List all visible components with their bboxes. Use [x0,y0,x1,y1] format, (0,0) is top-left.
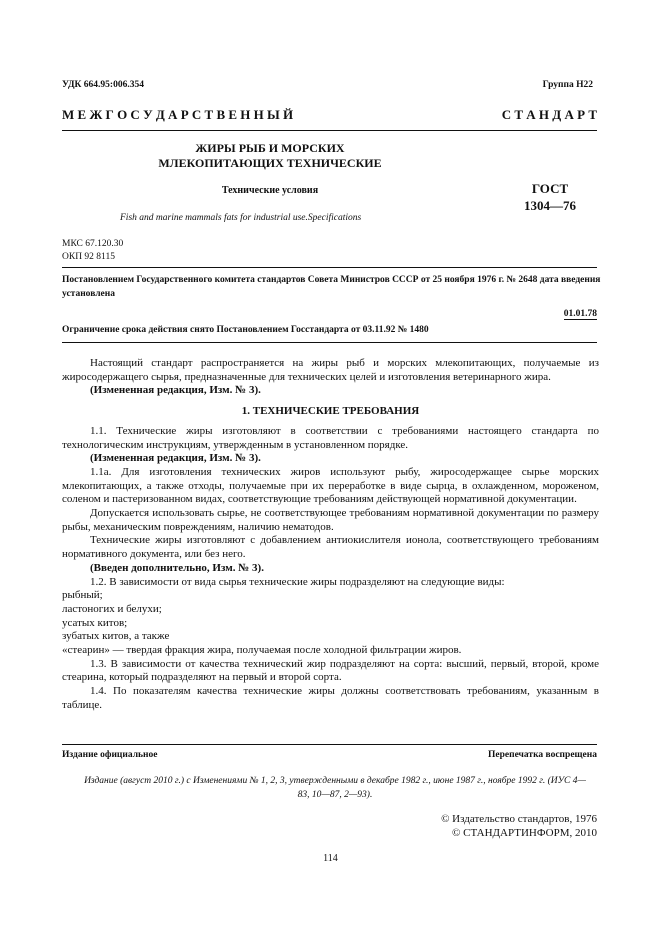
classification-codes [62,238,123,264]
clause-1-4: 1.4. По показателям качества технические жиры должны соответствовать требованиям, указанным в таблице. [62,685,599,711]
english-title: Fish and marine mammals fats for industrial use.Specifications [120,213,362,223]
list-item: усатых китов; [62,616,128,629]
list-item: рыбный; [62,589,103,602]
document-body [62,357,599,713]
amendment-note: (Измененная редакция, Изм. № 3). [90,384,261,397]
intro-paragraph: Настоящий стандарт распространяется на жиры рыб и морских млекопитающих, получаемые из жиросодержащего сырья, предназначенные для технических целей и изготовления ветеринарного жира. [62,357,599,383]
gost-number: 1304—76 [524,198,576,213]
banner-word-interstate: М Е Ж Г О С У Д А Р С Т В Е Н Н Ы Й [62,107,294,122]
title-line-2: МЛЕКОПИТАЮЩИХ ТЕХНИЧЕСКИЕ [158,156,382,170]
group-code: Группа Н22 [542,80,593,90]
list-item: зубатых китов, а также [62,630,170,643]
divider-decree [62,342,597,343]
clause-1-1a: 1.1а. Для изготовления технических жиров используют рыбу, жиросодержащее сырье морских млекопитающих, а также отходы, получаемые при их переработке в виде сырца, в охлажденном, мороженом, соленом и пастеризованном видах, соответствующие требованиям действующей нормативной документации. [62,465,599,506]
banner-word-standard: С Т А Н Д А Р Т [501,107,597,122]
clause-1-2: 1.2. В зависимости от вида сырья технические жиры подразделяют на следующие виды: [90,575,505,588]
divider-classification [62,267,597,268]
amendment-note: (Измененная редакция, Изм. № 3). [90,452,261,465]
gost-label: ГОСТ [531,181,569,196]
section-heading: 1. ТЕХНИЧЕСКИЕ ТРЕБОВАНИЯ [241,405,420,418]
paragraph-allowed-raw: Допускается использовать сырье, не соответствующее требованиям нормативной документации по размеру рыбы, механическим повреждениям, наличию нематодов. [62,507,599,533]
document-subtitle: Технические условия [221,185,319,196]
edition-note: Издание (август 2010 г.) с Изменениями № 1, 2, 3, утвержденными в декабре 1982 г., июне 1987 г., ноябре 1992 г. (ИУС 4—83, 10—87, 2—93). [84,776,586,800]
okp-code: ОКП 92 8115 [62,252,115,262]
document-title [150,141,390,171]
divider-footer [62,744,597,745]
copyright-line-2: © СТАНДАРТИНФОРМ, 2010 [452,827,597,839]
standard-banner [62,107,597,123]
divider-top [62,130,597,131]
reprint-notice: Перепечатка воспрещена [487,750,597,760]
udk-code: УДК 664.95:006.354 [62,80,144,90]
clause-1-3: 1.3. В зависимости от качества технический жир подразделяют на сорта: высший, первый, второй, кроме стеарина, который подразделяют на первый и второй сорта. [62,657,599,684]
introduction-date: 01.01.78 [563,309,597,319]
clause-1-1: 1.1. Технические жиры изготовляют в соответствии с требованиями настоящего стандарта по технологическим инструкциям, утвержденным в установленном порядке. [62,424,599,451]
mks-code: МКС 67.120.30 [62,239,124,249]
restriction-note: Ограничение срока действия снято Постановлением Госстандарта от 03.11.92 № 1480 [62,325,429,335]
gost-number-block [500,180,600,214]
official-edition: Издание официальное [62,750,158,760]
amendment-note: (Введен дополнительно, Изм. № 3). [90,561,264,574]
paragraph-ionol: Технические жиры изготовляют с добавлением антиокислителя ионола, соответствующего требованиям нормативного документа, или без него. [62,534,599,561]
list-item: ластоногих и белухи; [62,602,162,615]
copyright-line-1: © Издательство стандартов, 1976 [441,813,597,825]
paragraph-stearin: «стеарин» — твердая фракция жира, получаемая после холодной фильтрации жиров. [62,644,462,657]
copyright-block [441,812,597,840]
page-number: 114 [323,853,338,864]
decree-text: Постановлением Государственного комитета стандартов Совета Министров СССР от 25 ноября 1976 г. № 2648 дата введения установлена [62,275,601,299]
title-line-1: ЖИРЫ РЫБ И МОРСКИХ [195,141,345,155]
